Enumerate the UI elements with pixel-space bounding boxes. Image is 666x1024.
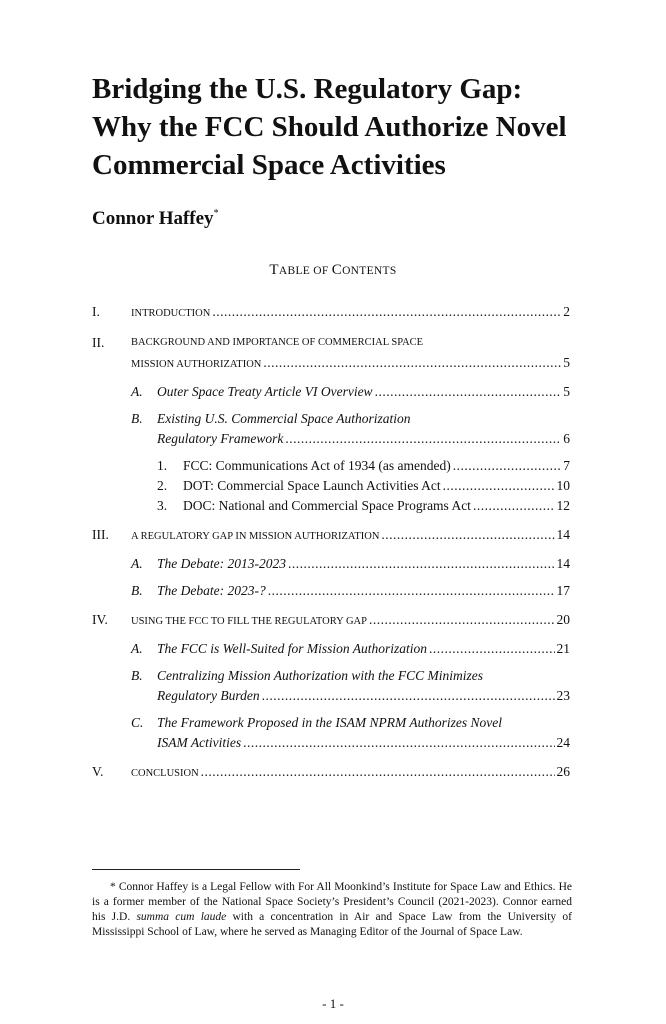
author-line <box>92 208 219 230</box>
toc-letter: C. <box>131 715 144 730</box>
toc-item-number: 1. <box>157 458 168 473</box>
title-line-3: Commercial Space Activities <box>92 149 446 181</box>
toc-entry-regulatory-gap[interactable] <box>92 525 570 547</box>
toc-entry-dot-act[interactable] <box>157 476 570 496</box>
toc-letter: A. <box>131 641 143 656</box>
toc-page: 26 <box>556 764 570 779</box>
author-footnote-marker[interactable]: * <box>213 208 219 219</box>
toc-item-number: 2. <box>157 478 168 493</box>
toc-label: DOC: National and Commercial Space Programs Act <box>183 498 471 513</box>
toc-page: 20 <box>556 612 570 627</box>
toc-number: II. <box>92 335 105 350</box>
title-line-2: Why the FCC Should Authorize Novel <box>92 111 567 143</box>
footnote-text-after: with a concentration in Air and Space Law from the University of Mississippi School of Law, where he served as Managing Editor of the Journal of Space Law. <box>92 911 573 938</box>
toc-page: 14 <box>556 527 570 542</box>
title-line-1: Bridging the U.S. Regulatory Gap: <box>92 73 523 105</box>
toc-label: The FCC is Well-Suited for Mission Authorization <box>157 641 428 656</box>
toc-page: 24 <box>556 735 570 750</box>
toc-page: 5 <box>563 384 570 399</box>
toc-entry-doc-act[interactable] <box>157 496 570 516</box>
toc-number: V. <box>92 764 104 779</box>
toc-label: FCC: Communications Act of 1934 (as amended) <box>183 458 451 473</box>
toc-label: A REGULATORY GAP IN MISSION AUTHORIZATION <box>131 531 380 542</box>
footnote <box>92 880 572 940</box>
toc-entry-fcc-act[interactable] <box>157 456 570 476</box>
toc-label-line-2: Regulatory Burden <box>157 688 260 703</box>
toc-letter: A. <box>131 556 143 571</box>
toc-letter: A. <box>131 384 143 399</box>
toc-page: 6 <box>563 431 570 446</box>
footnote-text-before: Connor Haffey is a Legal Fellow with For All Moonkind’s Institute for Space Law and Ethics. He is a former member of the National Space Society’s President’s Council (2021-2023). Connor earned his J.D. <box>92 881 572 923</box>
toc-label-line-1: Existing U.S. Commercial Space Authorization <box>157 411 411 426</box>
footnote-marker: * <box>110 881 116 893</box>
toc-entry-introduction[interactable] <box>92 302 570 324</box>
toc-number: I. <box>92 304 100 319</box>
toc-label-line-1: The Framework Proposed in the ISAM NPRM Authorizes Novel <box>157 715 502 730</box>
toc-label-line-1: BACKGROUND AND IMPORTANCE OF COMMERCIAL SPACE <box>131 337 424 348</box>
toc-entry-debate-2023[interactable] <box>131 581 570 601</box>
toc-label-line-2: ISAM Activities <box>157 735 242 750</box>
toc-entry-fcc-well-suited[interactable] <box>131 639 570 659</box>
toc-page: 17 <box>556 583 570 598</box>
toc-page: 23 <box>556 688 570 703</box>
toc-label: CONCLUSION <box>131 768 199 779</box>
toc-label: DOT: Commercial Space Launch Activities Act <box>183 478 441 493</box>
toc-page: 21 <box>556 641 570 656</box>
toc-item-number: 3. <box>157 498 168 513</box>
toc-label-line-2: MISSION AUTHORIZATION <box>131 359 262 370</box>
toc-page: 12 <box>556 498 570 513</box>
toc-label: Outer Space Treaty Article VI Overview <box>157 384 373 399</box>
toc-entry-using-fcc[interactable] <box>92 610 570 632</box>
toc-page: 2 <box>563 304 570 319</box>
toc-page: 14 <box>556 556 570 571</box>
toc-label: The Debate: 2013-2023 <box>157 556 286 571</box>
toc-label: USING THE FCC TO FILL THE REGULATORY GAP <box>131 616 367 627</box>
toc-label: INTRODUCTION <box>131 308 211 319</box>
page-number: - 1 - <box>322 996 344 1011</box>
toc-number: IV. <box>92 612 108 627</box>
footnote-text-italic: summa cum laude <box>136 911 227 923</box>
toc-letter: B. <box>131 583 143 598</box>
toc-entry-conclusion[interactable] <box>92 762 570 784</box>
toc-label-line-2: Regulatory Framework <box>157 431 284 446</box>
table-of-contents <box>92 302 570 784</box>
toc-entry-existing-framework[interactable] <box>131 409 570 449</box>
toc-page: 7 <box>563 458 570 473</box>
toc-page: 5 <box>563 355 570 370</box>
toc-heading: TABLE OF CONTENTS <box>269 262 397 278</box>
toc-label-line-1: Centralizing Mission Authorization with the FCC Minimizes <box>157 668 484 683</box>
toc-entry-background[interactable] <box>92 333 570 375</box>
toc-entry-centralizing[interactable] <box>131 666 570 706</box>
toc-page: 10 <box>556 478 570 493</box>
toc-number: III. <box>92 527 109 542</box>
author-name: Connor Haffey <box>92 208 214 229</box>
toc-letter: B. <box>131 668 143 683</box>
toc-entry-isam-framework[interactable] <box>131 713 570 753</box>
toc-entry-debate-2013[interactable] <box>131 554 570 574</box>
toc-letter: B. <box>131 411 143 426</box>
toc-entry-outer-space-treaty[interactable] <box>131 382 570 402</box>
article-title <box>92 70 592 184</box>
footnote-divider <box>92 869 300 870</box>
toc-label: The Debate: 2023-? <box>157 583 266 598</box>
